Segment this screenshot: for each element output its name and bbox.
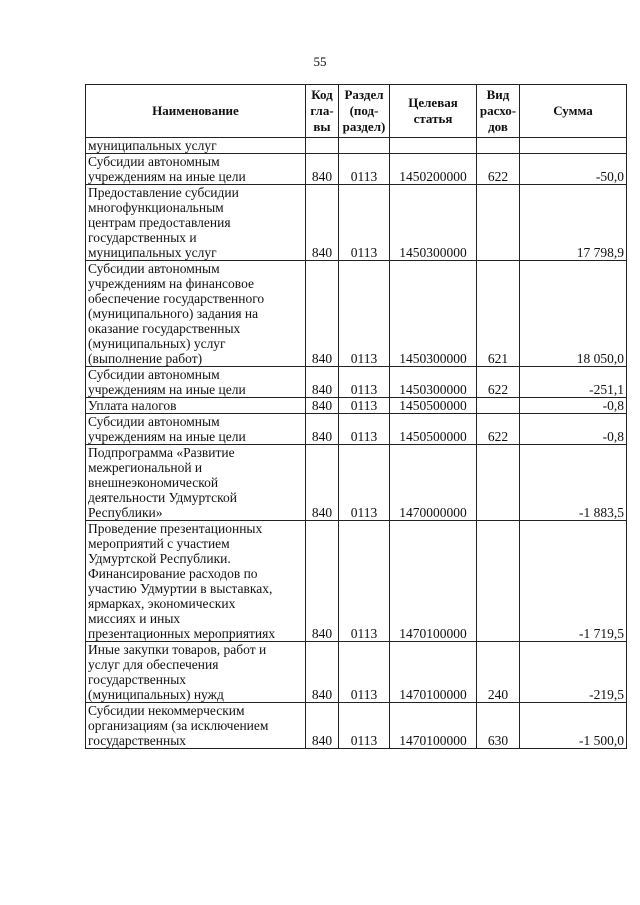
- cell-section: 0113: [339, 414, 390, 445]
- cell-kind: [477, 445, 520, 521]
- cell-sum: -50,0: [520, 154, 627, 185]
- cell-code: 840: [306, 154, 339, 185]
- table-header-row: [86, 85, 627, 138]
- cell-sum: [520, 138, 627, 154]
- cell-section: 0113: [339, 154, 390, 185]
- cell-section: 0113: [339, 521, 390, 642]
- cell-section: 0113: [339, 703, 390, 749]
- cell-sum: 18 050,0: [520, 261, 627, 367]
- cell-name: Субсидии автономным учреждениям на иные цели: [86, 367, 306, 398]
- header-code: Код гла- вы: [306, 85, 339, 138]
- cell-code: 840: [306, 703, 339, 749]
- cell-article: 1450200000: [390, 154, 477, 185]
- table-row: [86, 521, 627, 642]
- cell-name: Субсидии автономным учреждениям на иные цели: [86, 154, 306, 185]
- table-row: [86, 398, 627, 414]
- cell-name: Иные закупки товаров, работ и услуг для обеспечения государственных (муниципальных) нужд: [86, 642, 306, 703]
- table-row: [86, 414, 627, 445]
- cell-code: 840: [306, 398, 339, 414]
- cell-section: 0113: [339, 445, 390, 521]
- cell-code: 840: [306, 367, 339, 398]
- cell-article: [390, 138, 477, 154]
- cell-section: 0113: [339, 642, 390, 703]
- cell-section: 0113: [339, 185, 390, 261]
- cell-code: 840: [306, 414, 339, 445]
- cell-kind: 621: [477, 261, 520, 367]
- cell-section: 0113: [339, 398, 390, 414]
- cell-section: 0113: [339, 261, 390, 367]
- cell-kind: [477, 185, 520, 261]
- cell-article: 1470100000: [390, 642, 477, 703]
- cell-sum: -0,8: [520, 398, 627, 414]
- cell-kind: 630: [477, 703, 520, 749]
- cell-article: 1450300000: [390, 261, 477, 367]
- cell-sum: -1 500,0: [520, 703, 627, 749]
- page-number: 55: [313, 54, 327, 69]
- cell-sum: -1 719,5: [520, 521, 627, 642]
- table-row: [86, 642, 627, 703]
- cell-kind: 622: [477, 367, 520, 398]
- cell-sum: -0,8: [520, 414, 627, 445]
- table-row: [86, 703, 627, 749]
- cell-name: Субсидии автономным учреждениям на иные цели: [86, 414, 306, 445]
- cell-section: 0113: [339, 367, 390, 398]
- cell-section: [339, 138, 390, 154]
- header-name: Наименование: [86, 85, 306, 138]
- cell-article: 1450300000: [390, 185, 477, 261]
- table-row: [86, 445, 627, 521]
- cell-article: 1450300000: [390, 367, 477, 398]
- header-section: Раздел (под- раздел): [339, 85, 390, 138]
- cell-code: 840: [306, 445, 339, 521]
- cell-sum: -219,5: [520, 642, 627, 703]
- cell-name: Подпрограмма «Развитие межрегиональной и внешнеэкономической деятельности Удмуртской Республики»: [86, 445, 306, 521]
- cell-name: муниципальных услуг: [86, 138, 306, 154]
- cell-kind: [477, 521, 520, 642]
- cell-name: Субсидии некоммерческим организациям (за исключением государственных: [86, 703, 306, 749]
- cell-name: Уплата налогов: [86, 398, 306, 414]
- cell-article: 1470000000: [390, 445, 477, 521]
- cell-article: 1450500000: [390, 414, 477, 445]
- cell-article: 1450500000: [390, 398, 477, 414]
- table-row: [86, 261, 627, 367]
- table-row: [86, 138, 627, 154]
- cell-kind: [477, 398, 520, 414]
- cell-kind: 622: [477, 154, 520, 185]
- cell-code: 840: [306, 261, 339, 367]
- cell-article: 1470100000: [390, 521, 477, 642]
- cell-kind: 622: [477, 414, 520, 445]
- cell-name: Проведение презентационных мероприятий с участием Удмуртской Республики. Финансирование расходов по участию Удмуртии в выставках, ярмарках, экономических миссиях и иных презентационных мероприятиях: [86, 521, 306, 642]
- budget-table: [85, 84, 627, 749]
- cell-name: Субсидии автономным учреждениям на финансовое обеспечение государственного (муниципального) задания на оказание государственных (муниципальных) услуг (выполнение работ): [86, 261, 306, 367]
- header-sum: Сумма: [520, 85, 627, 138]
- table-row: [86, 185, 627, 261]
- cell-code: 840: [306, 521, 339, 642]
- table-row: [86, 367, 627, 398]
- header-kind: Вид расхо- дов: [477, 85, 520, 138]
- cell-sum: 17 798,9: [520, 185, 627, 261]
- header-article: Целевая статья: [390, 85, 477, 138]
- cell-sum: -251,1: [520, 367, 627, 398]
- cell-code: [306, 138, 339, 154]
- cell-code: 840: [306, 642, 339, 703]
- cell-code: 840: [306, 185, 339, 261]
- cell-kind: [477, 138, 520, 154]
- cell-sum: -1 883,5: [520, 445, 627, 521]
- cell-article: 1470100000: [390, 703, 477, 749]
- table-row: [86, 154, 627, 185]
- cell-kind: 240: [477, 642, 520, 703]
- cell-name: Предоставление субсидии многофункциональным центрам предоставления государственных и муниципальных услуг: [86, 185, 306, 261]
